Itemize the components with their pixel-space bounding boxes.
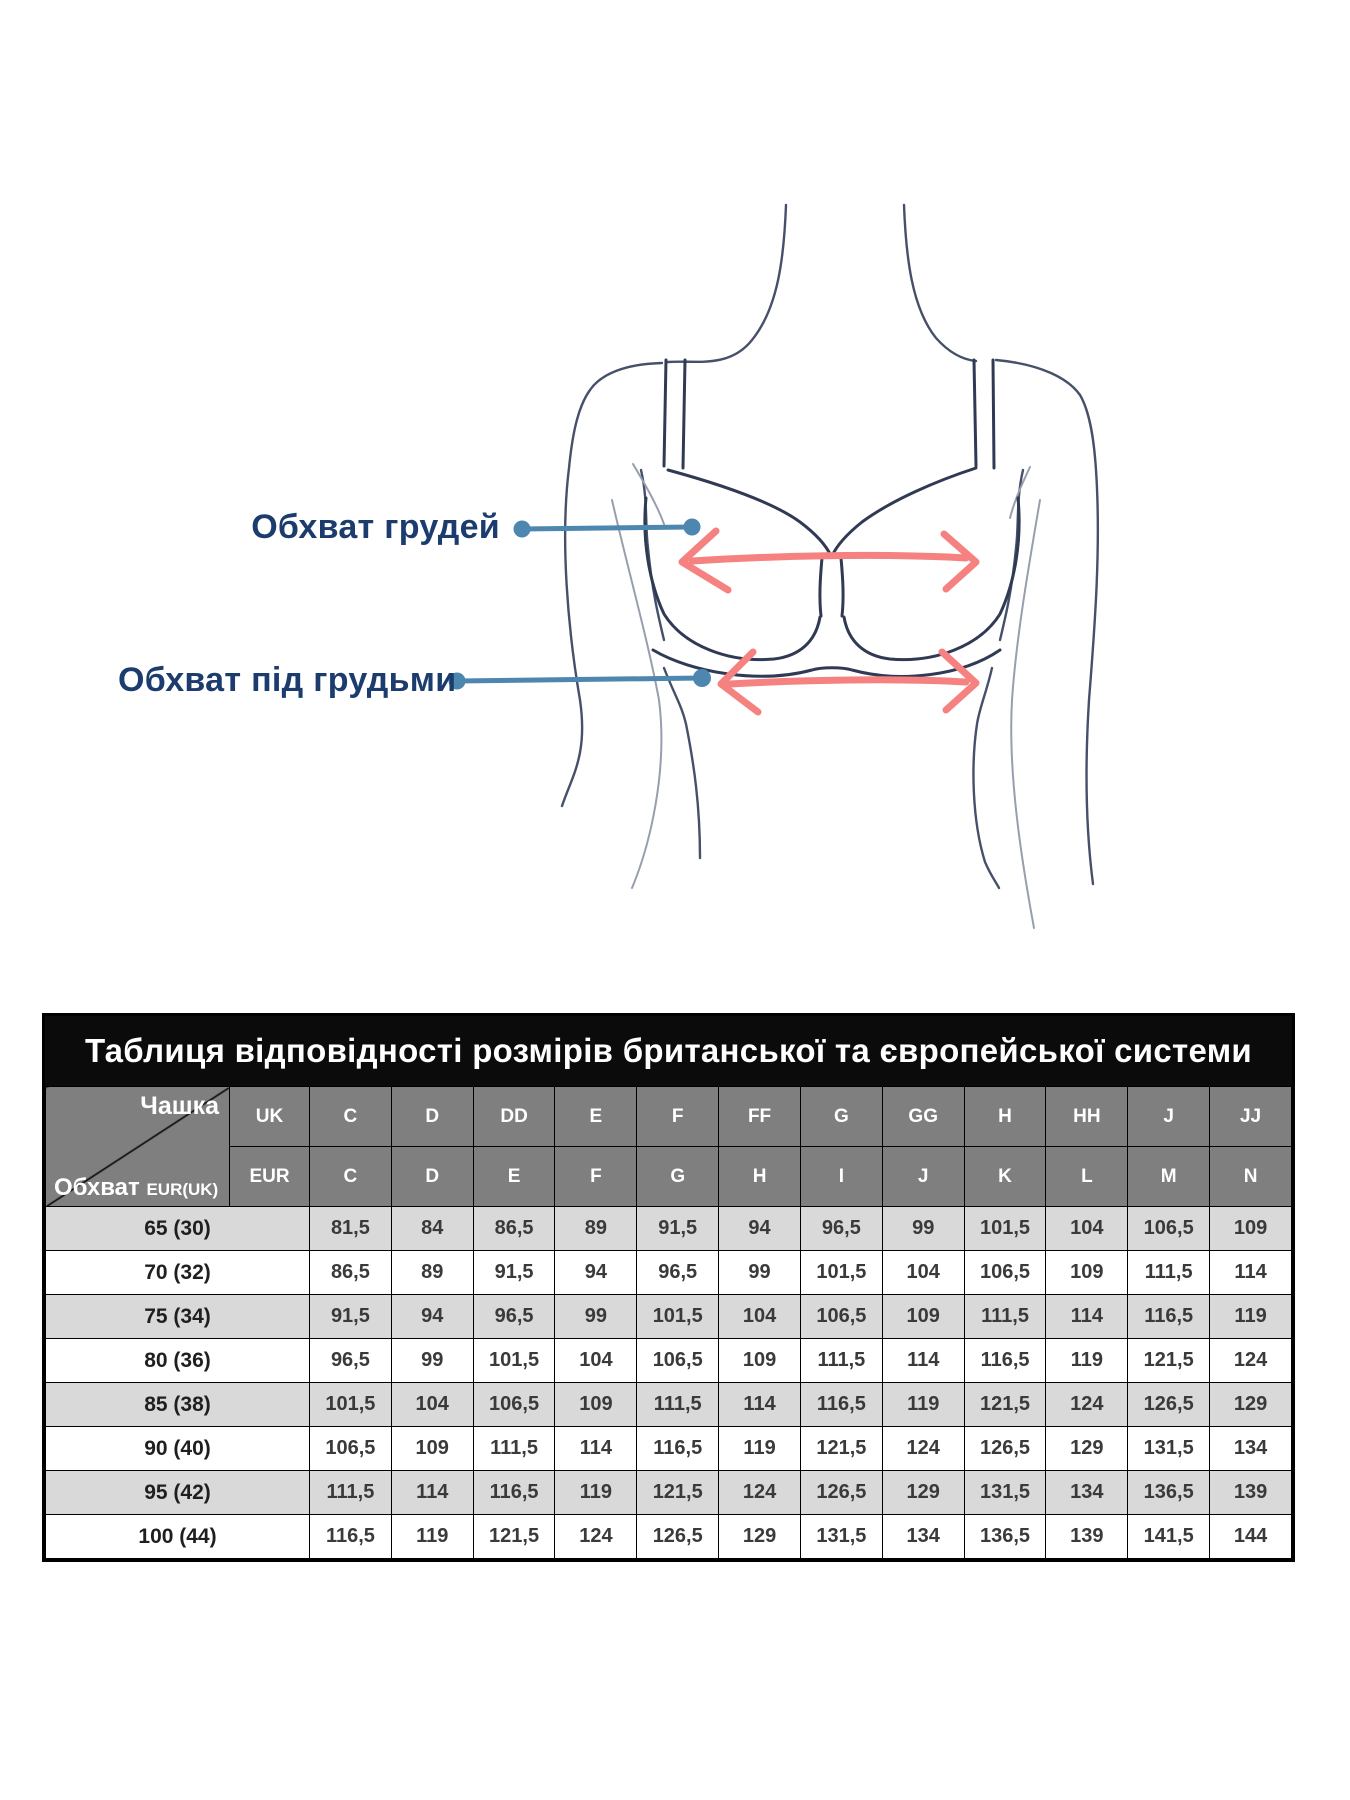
- size-cell: 121,5: [473, 1515, 555, 1559]
- bra-cup-top-left: [668, 470, 831, 556]
- bra-strap-left: [664, 360, 685, 468]
- size-cell: 136,5: [1128, 1471, 1210, 1515]
- size-cell: 136,5: [964, 1515, 1046, 1559]
- cup-axis-label: Чашка: [140, 1092, 219, 1120]
- size-cell: 129: [719, 1515, 801, 1559]
- size-cell: 86,5: [310, 1251, 392, 1295]
- eur-system-label: EUR: [230, 1147, 310, 1207]
- size-cell: 104: [882, 1251, 964, 1295]
- size-cell: 101,5: [310, 1383, 392, 1427]
- band-row-label: 85 (38): [46, 1383, 310, 1427]
- size-cell: 129: [1210, 1383, 1292, 1427]
- size-cell: 81,5: [310, 1207, 392, 1251]
- size-cell: 126,5: [1128, 1383, 1210, 1427]
- cup-header-cell: JJ: [1210, 1087, 1292, 1147]
- size-cell: 114: [555, 1427, 637, 1471]
- size-cell: 126,5: [964, 1427, 1046, 1471]
- size-cell: 111,5: [1128, 1251, 1210, 1295]
- size-cell: 131,5: [964, 1471, 1046, 1515]
- size-cell: 129: [1046, 1427, 1128, 1471]
- cup-header-cell: J: [1128, 1087, 1210, 1147]
- size-cell: 121,5: [964, 1383, 1046, 1427]
- size-cell: 96,5: [473, 1295, 555, 1339]
- size-cell: 131,5: [1128, 1427, 1210, 1471]
- cup-header-cell: H: [964, 1087, 1046, 1147]
- size-cell: 139: [1046, 1515, 1128, 1559]
- size-cell: 144: [1210, 1515, 1292, 1559]
- connector-dot: [514, 521, 531, 538]
- cup-header-cell: D: [391, 1147, 473, 1207]
- size-cell: 94: [719, 1207, 801, 1251]
- size-cell: 111,5: [964, 1295, 1046, 1339]
- size-cell: 124: [1210, 1339, 1292, 1383]
- cup-header-cell: E: [555, 1087, 637, 1147]
- connector-dot: [684, 519, 701, 536]
- cup-header-cell: G: [637, 1147, 719, 1207]
- cup-header-cell: F: [555, 1147, 637, 1207]
- size-cell: 86,5: [473, 1207, 555, 1251]
- band-row-label: 80 (36): [46, 1339, 310, 1383]
- uk-system-label: UK: [230, 1087, 310, 1147]
- size-cell: 111,5: [310, 1471, 392, 1515]
- size-cell: 96,5: [637, 1251, 719, 1295]
- size-cell: 89: [555, 1207, 637, 1251]
- cup-header-cell: N: [1210, 1147, 1292, 1207]
- uk-cup-row: [46, 1087, 1292, 1147]
- cup-header-cell: L: [1046, 1147, 1128, 1207]
- size-cell: 116,5: [310, 1515, 392, 1559]
- size-cell: 101,5: [964, 1207, 1046, 1251]
- cup-header-cell: I: [800, 1147, 882, 1207]
- waist-left-line: [664, 668, 700, 858]
- size-cell: 119: [391, 1515, 473, 1559]
- band-row-label: 75 (34): [46, 1295, 310, 1339]
- cup-header-cell: G: [800, 1087, 882, 1147]
- torso-side-right-line: [1000, 470, 1023, 640]
- size-cell: 134: [882, 1515, 964, 1559]
- size-cell: 106,5: [473, 1383, 555, 1427]
- size-cell: 91,5: [637, 1207, 719, 1251]
- cup-header-cell: GG: [882, 1087, 964, 1147]
- size-cell: 111,5: [800, 1339, 882, 1383]
- neck-right-line: [904, 205, 976, 361]
- waist-right-line: [973, 668, 999, 888]
- cup-header-cell: H: [719, 1147, 801, 1207]
- cup-header-cell: D: [391, 1087, 473, 1147]
- bust-arrow-head-right: [944, 534, 976, 589]
- band-row-label: 65 (30): [46, 1207, 310, 1251]
- size-cell: 109: [391, 1427, 473, 1471]
- cup-header-cell: C: [310, 1147, 392, 1207]
- table-row: [46, 1427, 1292, 1471]
- size-cell: 106,5: [1128, 1207, 1210, 1251]
- size-cell: 96,5: [310, 1339, 392, 1383]
- size-cell: 126,5: [800, 1471, 882, 1515]
- torso-side-left-line: [641, 470, 664, 640]
- size-cell: 116,5: [1128, 1295, 1210, 1339]
- size-cell: 116,5: [800, 1383, 882, 1427]
- size-cell: 111,5: [637, 1383, 719, 1427]
- size-cell: 116,5: [964, 1339, 1046, 1383]
- size-cell: 99: [882, 1207, 964, 1251]
- bust-arrow-shaft: [692, 555, 966, 561]
- table-row: [46, 1295, 1292, 1339]
- band-row-label: 70 (32): [46, 1251, 310, 1295]
- size-cell: 134: [1046, 1471, 1128, 1515]
- size-cell: 101,5: [800, 1251, 882, 1295]
- size-cell: 119: [719, 1427, 801, 1471]
- size-cell: 124: [719, 1471, 801, 1515]
- size-cell: 94: [391, 1295, 473, 1339]
- size-cell: 99: [719, 1251, 801, 1295]
- shoulder-arm-left-line: [562, 363, 662, 806]
- size-cell: 121,5: [1128, 1339, 1210, 1383]
- size-cell: 119: [555, 1471, 637, 1515]
- size-cell: 114: [719, 1383, 801, 1427]
- size-cell: 124: [1046, 1383, 1128, 1427]
- size-cell: 89: [391, 1251, 473, 1295]
- size-cell: 96,5: [800, 1207, 882, 1251]
- cup-header-cell: HH: [1046, 1087, 1128, 1147]
- size-cell: 109: [555, 1383, 637, 1427]
- size-cell: 124: [882, 1427, 964, 1471]
- table-row: [46, 1207, 1292, 1251]
- size-cell: 121,5: [637, 1471, 719, 1515]
- bra-outline: [645, 360, 1019, 676]
- cup-header-cell: M: [1128, 1147, 1210, 1207]
- table-row: [46, 1471, 1292, 1515]
- size-cell: 119: [882, 1383, 964, 1427]
- table-row: [46, 1339, 1292, 1383]
- size-cell: 101,5: [473, 1339, 555, 1383]
- bra-underwire-right: [844, 498, 1019, 660]
- size-cell: 119: [1210, 1295, 1292, 1339]
- size-cell: 121,5: [800, 1427, 882, 1471]
- size-cell: 109: [719, 1339, 801, 1383]
- size-cell: 99: [391, 1339, 473, 1383]
- underbust-measure-label: Обхват під грудьми: [118, 661, 457, 699]
- size-table-body: [46, 1207, 1292, 1559]
- size-cell: 114: [1210, 1251, 1292, 1295]
- underbust-arrow-shaft: [730, 680, 966, 684]
- bust-connector-line: [514, 519, 701, 538]
- cup-header-cell: C: [310, 1087, 392, 1147]
- cup-header-cell: K: [964, 1147, 1046, 1207]
- size-cell: 91,5: [310, 1295, 392, 1339]
- eur-cup-row: [46, 1147, 1292, 1207]
- size-cell: 106,5: [637, 1339, 719, 1383]
- size-cell: 104: [391, 1383, 473, 1427]
- size-cell: 106,5: [310, 1427, 392, 1471]
- size-cell: 104: [1046, 1207, 1128, 1251]
- neck-left-line: [668, 205, 786, 362]
- size-cell: 91,5: [473, 1251, 555, 1295]
- table-title: Таблиця відповідності розмірів британської та європейської системи: [45, 1016, 1292, 1086]
- size-cell: 134: [1210, 1427, 1292, 1471]
- bra-underwire-left: [645, 498, 820, 660]
- girth-axis-label: Обхват EUR(UK): [54, 1174, 219, 1201]
- cup-header-cell: E: [473, 1147, 555, 1207]
- arm-inner-left-line: [612, 500, 661, 888]
- size-table: [42, 1013, 1295, 1562]
- size-cell: 94: [555, 1251, 637, 1295]
- size-cell: 116,5: [473, 1471, 555, 1515]
- size-cell: 101,5: [637, 1295, 719, 1339]
- band-row-label: 90 (40): [46, 1427, 310, 1471]
- size-cell: 129: [882, 1471, 964, 1515]
- table-row: [46, 1515, 1292, 1559]
- shoulder-arm-right-line: [996, 360, 1098, 884]
- size-cell: 119: [1046, 1339, 1128, 1383]
- size-cell: 106,5: [800, 1295, 882, 1339]
- table-row: [46, 1251, 1292, 1295]
- bust-arrow: [682, 531, 976, 590]
- bra-strap-right: [974, 360, 994, 468]
- size-cell: 141,5: [1128, 1515, 1210, 1559]
- armpit-left-crease: [633, 464, 664, 524]
- size-cell: 126,5: [637, 1515, 719, 1559]
- size-cell: 131,5: [800, 1515, 882, 1559]
- band-row-label: 95 (42): [46, 1471, 310, 1515]
- size-cell: 109: [882, 1295, 964, 1339]
- size-cell: 109: [1210, 1207, 1292, 1251]
- cup-header-cell: F: [637, 1087, 719, 1147]
- size-cell: 84: [391, 1207, 473, 1251]
- size-cell: 114: [391, 1471, 473, 1515]
- size-cell: 106,5: [964, 1251, 1046, 1295]
- table-row: [46, 1383, 1292, 1427]
- size-cell: 139: [1210, 1471, 1292, 1515]
- corner-cell: [46, 1087, 230, 1207]
- size-cell: 99: [555, 1295, 637, 1339]
- size-cell: 104: [555, 1339, 637, 1383]
- cup-header-cell: J: [882, 1147, 964, 1207]
- size-cell: 104: [719, 1295, 801, 1339]
- size-cell: 109: [1046, 1251, 1128, 1295]
- cup-header-cell: FF: [719, 1087, 801, 1147]
- size-cell: 111,5: [473, 1427, 555, 1471]
- connector-dot: [693, 669, 711, 687]
- size-conversion-table: [45, 1086, 1292, 1559]
- band-row-label: 100 (44): [46, 1515, 310, 1559]
- bust-measure-label: Обхват грудей: [251, 508, 500, 546]
- size-cell: 114: [1046, 1295, 1128, 1339]
- size-cell: 116,5: [637, 1427, 719, 1471]
- bra-center-gore: [820, 558, 843, 616]
- size-cell: 124: [555, 1515, 637, 1559]
- cup-header-cell: DD: [473, 1087, 555, 1147]
- size-cell: 114: [882, 1339, 964, 1383]
